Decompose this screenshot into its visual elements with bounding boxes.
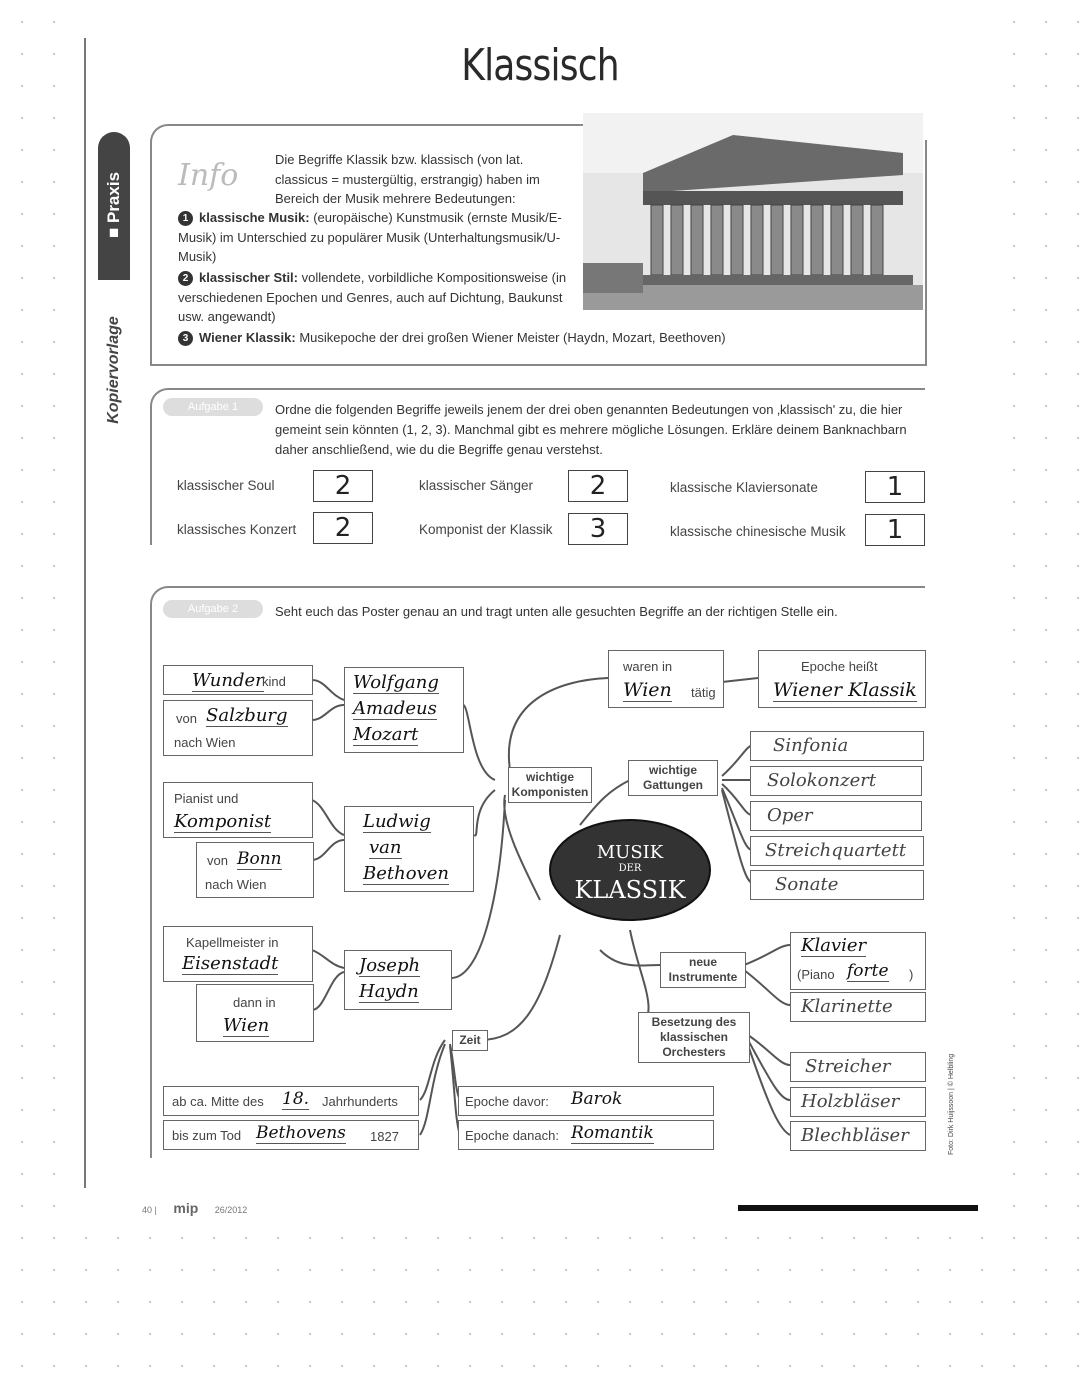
task1-label-2: klassischer Sänger: [419, 478, 534, 493]
node-epoche: Epoche heißt Wiener Klassik: [758, 650, 926, 708]
info-item-2: 2 klassischer Stil: vollendete, vorbildliche Kompositionsweise (in verschiedenen Epochen und Genres, auch auf Dichtung, Baukunst usw. angewandt): [178, 270, 567, 324]
node-waren-in: waren in Wien tätig: [608, 650, 724, 708]
task1-label-1: klassischer Soul: [177, 478, 275, 493]
task1-label-4: klassisches Konzert: [177, 522, 297, 537]
task2-tag: Aufgabe 2: [163, 600, 263, 618]
node-von-salzburg: von Salzburg nach Wien: [163, 700, 313, 756]
node-epoche-danach: Epoche danach: Romantik: [458, 1120, 714, 1150]
node-beethoven-name: Ludwig van Bethoven: [344, 806, 474, 892]
mindmap-center: MUSIK DER KLASSIK: [574, 842, 686, 904]
info-heading: Info: [178, 158, 239, 193]
orchester-2: Holzbläser: [790, 1087, 926, 1117]
task2-instruction: Seht euch das Poster genau an und tragt unten alle gesuchten Begriffe an der richtigen Stelle ein.: [275, 604, 838, 619]
task1-label-6: klassische chinesische Musik: [670, 524, 846, 539]
bottom-rule: [738, 1205, 978, 1211]
task1-tag: Aufgabe 1: [163, 398, 263, 416]
gattung-3: Oper: [750, 801, 922, 831]
task1-answer-6[interactable]: 1: [865, 514, 925, 546]
node-mozart-name: Wolfgang Amadeus Mozart: [344, 667, 464, 753]
gattung-4: Streichquartett: [750, 836, 924, 866]
node-wichtige-gattungen: wichtige Gattungen: [628, 760, 718, 796]
node-besetzung: Besetzung des klassischen Orchesters: [638, 1012, 750, 1063]
praxis-label: ■ Praxis: [104, 171, 123, 239]
info-item-1: 1 klassische Musik: (europäische) Kunstmusik (ernste Musik/E-Musik) im Unterschied zu populärer Musik (Unterhaltungsmusik/U-Musik): [178, 210, 562, 264]
orchester-3: Blechbläser: [790, 1121, 926, 1151]
node-wichtige-komponisten: wichtige Komponisten: [508, 767, 592, 803]
node-ab-mitte: ab ca. Mitte des 18. Jahrhunderts: [163, 1086, 419, 1116]
node-pianist: Pianist und Komponist: [163, 782, 313, 838]
node-wunderkind: Wunder kind: [163, 665, 313, 695]
node-epoche-davor: Epoche davor: Barok: [458, 1086, 714, 1116]
photo-credit: Foto: Dirk Huijssoon | © Helbling: [948, 1053, 955, 1155]
gattung-1: Sinfonia: [750, 731, 924, 761]
task1-label-5: Komponist der Klassik: [419, 522, 553, 537]
node-zeit: Zeit: [452, 1030, 488, 1051]
node-von-bonn: von Bonn nach Wien: [196, 842, 314, 898]
node-dann-in: dann in Wien: [196, 984, 314, 1042]
task1-answer-4[interactable]: 2: [313, 512, 373, 544]
task1-answer-2[interactable]: 2: [568, 470, 628, 502]
node-kapellmeister: Kapellmeister in Eisenstadt: [163, 926, 313, 982]
task1-instruction: Ordne die folgenden Begriffe jeweils jenem der drei oben genannten Bedeutungen von ‚klassisch' zu, die hier gemeint sein könnten (1, 2, 3). Manchmal gibt es mehrere mögliche Lösungen. Erkläre deinem Banknachbarn daher anschließend, wie du die Begriffe genau verstehst.: [275, 402, 907, 457]
gattung-2: Solokonzert: [750, 766, 922, 796]
node-bis-tod: bis zum Tod Bethovens 1827: [163, 1120, 419, 1150]
node-neue-instrumente: neue Instrumente: [660, 952, 746, 988]
info-item-3: 3 Wiener Klassik: Musikepoche der drei großen Wiener Meister (Haydn, Mozart, Beethoven): [178, 328, 878, 348]
task1-answer-3[interactable]: 1: [865, 471, 925, 503]
info-intro: Die Begriffe Klassik bzw. klassisch (von lat. classicus = mustergültig, erstrangig) haben im Bereich der Musik mehrere Bedeutungen:: [275, 152, 540, 206]
task1-answer-1[interactable]: 2: [313, 470, 373, 502]
footer: 40 | mip 26/2012: [142, 1200, 248, 1216]
task1-answer-5[interactable]: 3: [568, 513, 628, 545]
task1-label-3: klassische Klaviersonate: [670, 480, 818, 495]
node-klarinette: Klarinette: [790, 992, 926, 1022]
orchester-1: Streicher: [790, 1052, 926, 1082]
page-title: Klassisch: [461, 40, 619, 91]
gattung-5: Sonate: [750, 870, 924, 900]
kopiervorlage-label: Kopiervorlage: [105, 316, 122, 424]
node-klavier: Klavier (Piano forte ): [790, 932, 926, 990]
node-haydn-name: Joseph Haydn: [344, 950, 452, 1010]
